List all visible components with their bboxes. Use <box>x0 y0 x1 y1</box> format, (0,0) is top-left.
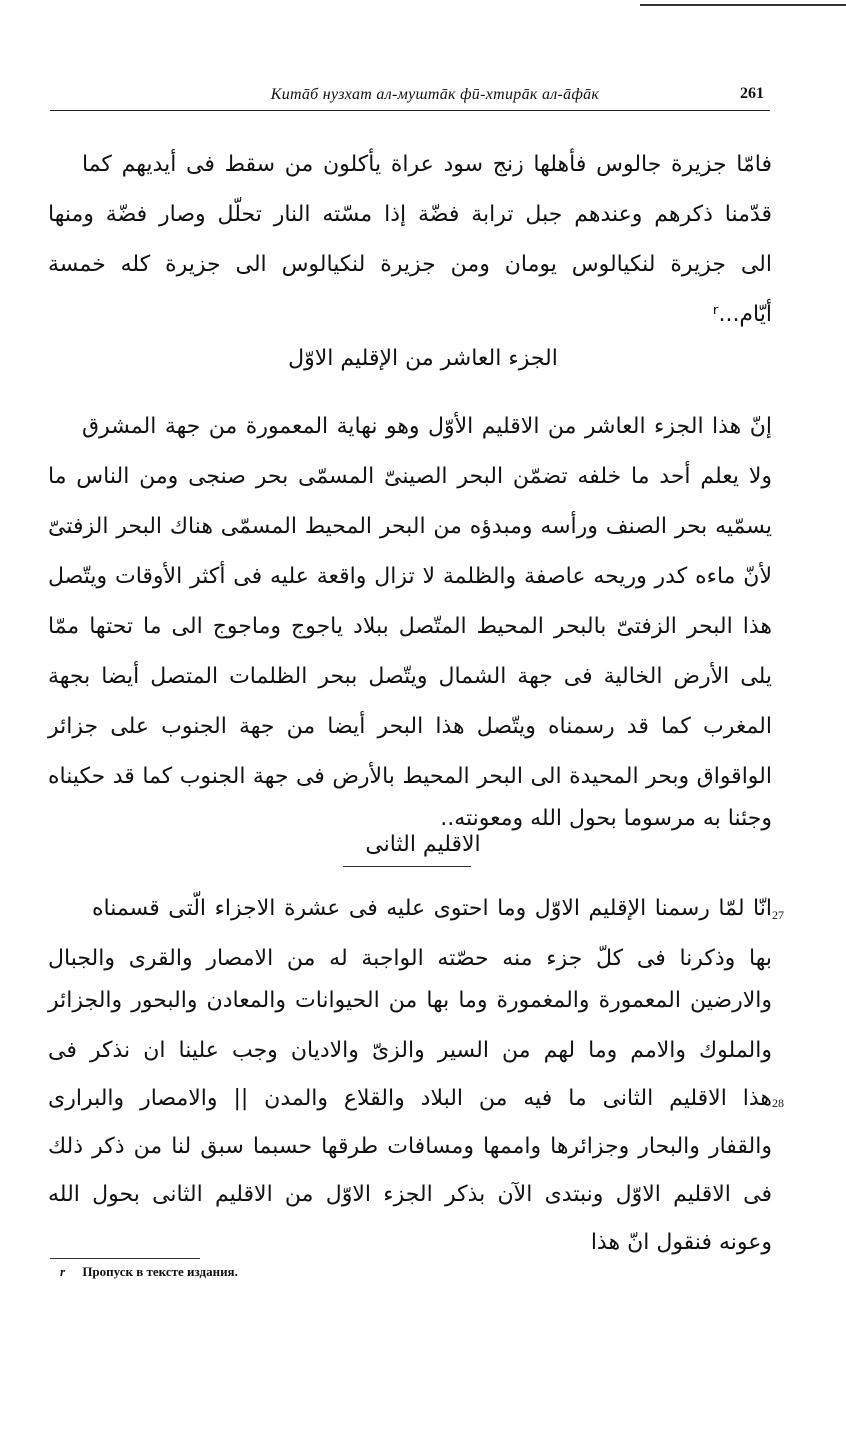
text-line: الى جزيرة لنكيالوس يومان ومن جزيرة لنكيالوس الى جزيرة كله خمسة <box>48 252 772 277</box>
page-number: 261 <box>740 85 764 102</box>
footnote-marker: r <box>60 1264 66 1279</box>
text-line: بها وذكرنا فى كلّ جزء منه حصّته الواجبة له من الامصار والقرى والجبال <box>48 946 772 971</box>
text-line: إنّ هذا الجزء العاشر من الاقليم الأوّل وهو نهاية المعمورة من جهة المشرق <box>82 414 772 439</box>
text-line: يسمّيه بحر الصنف ورأسه ومبدؤه من البحر المحيط المسمّى هناك البحر الزفتىّ <box>48 514 772 539</box>
running-header <box>50 84 770 111</box>
text-line: والملوك والامم وما لهم من السير والزىّ والاديان وجب علينا ان نذكر فى <box>48 1038 772 1063</box>
text-line: قدّمنا ذكرهم وعندهم جبل ترابة فضّة إذا مسّته النار تحلّل وصار فضّة ومنها <box>48 202 772 227</box>
text-line: هذا الاقليم الثانى ما فيه من البلاد والقلاع والمدن || والامصار والبرارى <box>48 1086 772 1111</box>
text-line: انّا لمّا رسمنا الإقليم الاوّل وما احتوى عليه فى عشرة الاجزاء الّتى قسمناه <box>92 896 772 921</box>
running-title: Китāб нузхат ал-муштāк фӣ-хтирāк ал-āфāк <box>270 86 600 103</box>
margin-line-number: 27 <box>772 908 784 922</box>
heading-underline <box>343 866 471 867</box>
text-line: يلى الأرض الخالية فى جهة الشمال ويتّصل ببحر الظلمات المتصل أيضا بجهة <box>48 664 772 689</box>
text-line: أيّام...ʳ <box>712 302 772 327</box>
text-line: فامّا جزيرة جالوس فأهلها زنج سود عراة يأكلون من سقط فى أيديهم كما <box>82 152 772 177</box>
footnote-text: Пропуск в тексте издания. <box>82 1264 238 1279</box>
text-line: المغرب كما قد رسمناه ويتّصل هذا البحر أيضا من جهة الجنوب على جزائر <box>48 714 772 739</box>
text-line: لأنّ ماءه كدر وريحه عاصفة والظلمة لا تزال واقعة عليه فى أكثر الأوقات ويتّصل <box>48 564 772 589</box>
section-heading: الجزء العاشر من الإقليم الاوّل <box>288 346 558 371</box>
text-line: والقفار والبحار وجزائرها واممها ومسافات طرقها حسبما سبق لنا من ذكر ذلك <box>48 1134 772 1159</box>
text-line: ولا يعلم أحد ما خلفه تضمّن البحر الصينىّ المسمّى بحر صنجى ومن الناس ما <box>48 464 772 489</box>
text-line: فى الاقليم الاوّل ونبتدى الآن بذكر الجزء الاوّل من الاقليم الثانى بحول الله <box>48 1182 772 1207</box>
text-line: الواقواق وبحر المحيدة الى البحر المحيط بالأرض فى جهة الجنوب كما قد حكيناه <box>48 764 772 789</box>
footnote <box>60 1264 238 1280</box>
text-line: وعونه فنقول انّ هذا <box>590 1230 772 1255</box>
chapter-heading: الاقليم الثانى <box>365 832 481 857</box>
text-line: وجئنا به مرسوما بحول الله ومعونته.. <box>440 806 772 831</box>
footnote-rule <box>50 1258 200 1259</box>
text-line: هذا البحر الزفتىّ بالبحر المحيط المتّصل ببلاد ياجوج وماجوج الى ما تحتها ممّا <box>48 614 772 639</box>
margin-line-number: 28 <box>772 1096 784 1110</box>
top-edge-rule <box>640 4 846 6</box>
text-line: والارضين المعمورة والمغمورة وما بها من الحيوانات والمعادن والبحور والجزائر <box>48 988 772 1013</box>
